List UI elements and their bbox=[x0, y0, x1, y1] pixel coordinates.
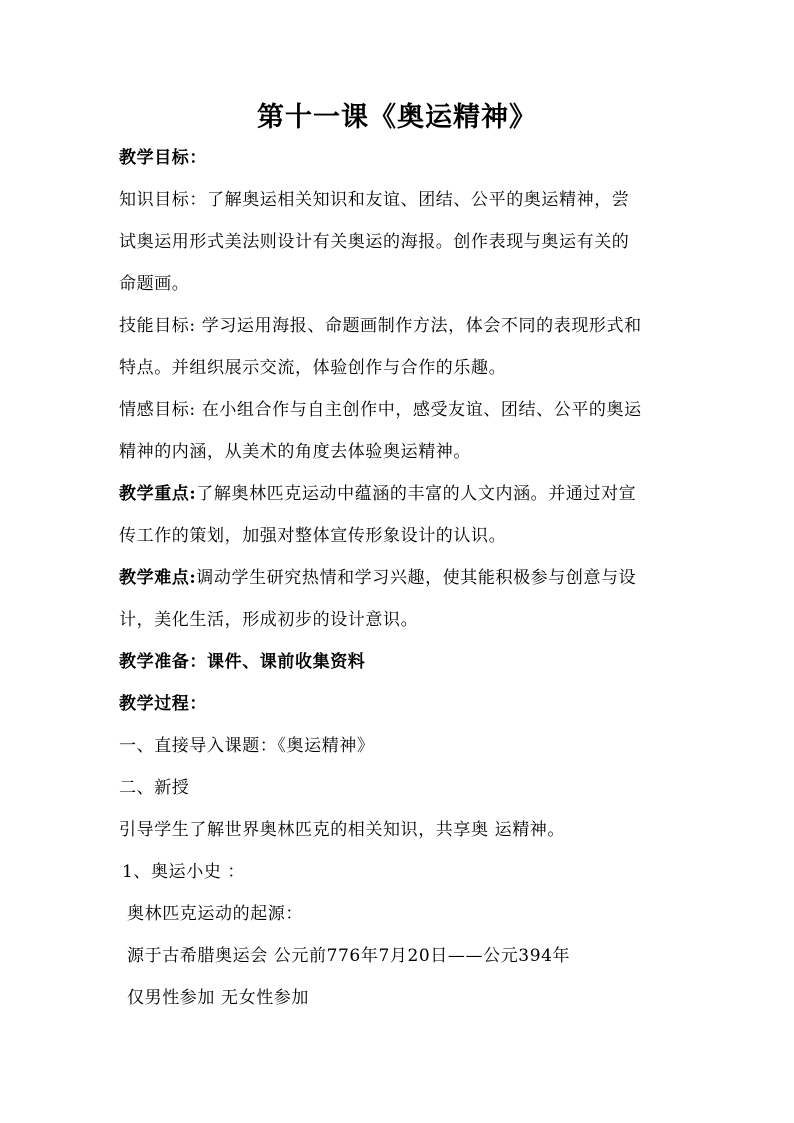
guide-line: 引导学生了解世界奥林匹克的相关知识，共享奥 运精神。 bbox=[119, 820, 566, 840]
page-title: 第十一课《奥运精神》 bbox=[257, 102, 537, 133]
step-one-line: 一、直接导入课题：《奥运精神》 bbox=[119, 736, 375, 756]
key-point-text: 了解奥林匹克运动中蕴涵的丰富的人文内涵。并通过对宣 bbox=[196, 484, 637, 504]
key-point-label: 教学重点: bbox=[119, 484, 197, 504]
origin-line: 源于古希腊奥运会 公元前776年7月20日——公元394年 bbox=[127, 946, 571, 966]
gender-line: 仅男性参加 无女性参加 bbox=[127, 988, 310, 1008]
difficulty-label: 教学难点: bbox=[119, 568, 197, 588]
emotion-objective-line-2: 精神的内涵，从美术的角度去体验奥运精神。 bbox=[119, 442, 471, 462]
preparation-line: 教学准备：课件、课前收集资料 bbox=[119, 652, 366, 672]
objectives-heading: 教学目标： bbox=[119, 148, 207, 168]
difficulty-line-2: 计，美化生活，形成初步的设计意识。 bbox=[119, 610, 419, 630]
skill-objective-line-2: 特点。并组织展示交流，体验创作与合作的乐趣。 bbox=[119, 358, 507, 378]
difficulty-line-1 bbox=[119, 565, 636, 591]
history-heading: 1、奥运小史 ： bbox=[122, 862, 246, 882]
step-two-line: 二、新授 bbox=[119, 778, 190, 798]
skill-objective-line-1: 技能目标: 学习运用海报、命题画制作方法，体会不同的表现形式和 bbox=[119, 316, 642, 336]
knowledge-objective-line-2: 试奥运用形式美法则设计有关奥运的海报。创作表现与奥运有关的 bbox=[119, 232, 630, 252]
difficulty-text: 调动学生研究热情和学习兴趣，使其能积极参与创意与设 bbox=[196, 568, 637, 588]
knowledge-objective-line-3: 命题画。 bbox=[119, 274, 190, 294]
process-heading: 教学过程： bbox=[119, 694, 207, 714]
key-point-line-2: 传工作的策划，加强对整体宣传形象设计的认识。 bbox=[119, 526, 507, 546]
knowledge-objective-line-1: 知识目标：了解奥运相关知识和友谊、团结、公平的奥运精神，尝 bbox=[119, 190, 630, 210]
key-point-line-1 bbox=[119, 481, 636, 507]
emotion-objective-line-1: 情感目标: 在小组合作与自主创作中，感受友谊、团结、公平的奥运 bbox=[119, 400, 642, 420]
origin-heading: 奥林匹克运动的起源： bbox=[127, 904, 303, 924]
